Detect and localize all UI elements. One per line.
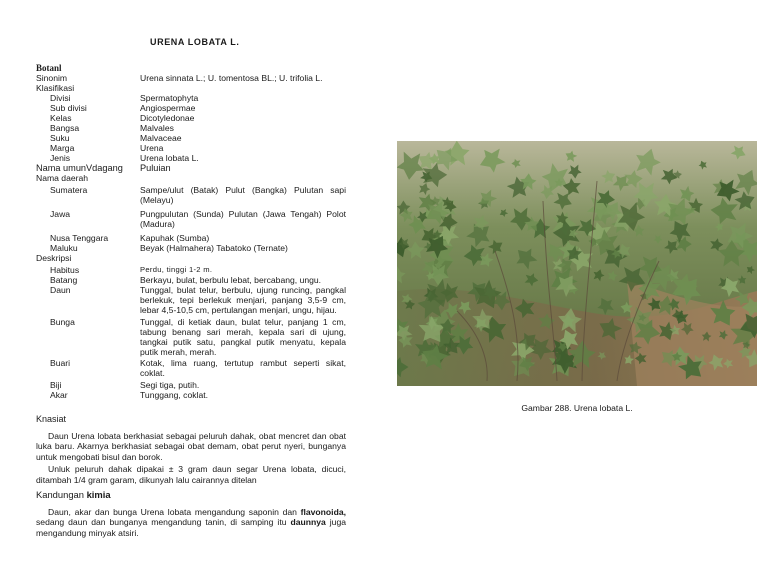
deskripsi-text: Berkayu, bulat, berbulu lebat, bercabang, ungu. [140,275,322,285]
kandungan-text-flavonoida: flavonoida, [300,506,346,517]
klasifikasi-label-item: Jenis [50,153,71,163]
deskripsi-row [36,358,348,380]
deskripsi-part: Batang [50,275,78,285]
nama-daerah-names: Beyak (Halmahera) Tabatoko (Ternate) [140,243,288,253]
sinonim-label: Sinonim [36,73,68,83]
nama-umum-row [36,163,348,173]
khasiat-paragraph-2: Unluk peluruh dahak dipakai ± 3 gram daun segar Urena lobata, dicuci, ditambah 1/4 gram garam, dikunyah lalu cairannya ditelan [36,464,346,485]
nama-daerah-row [36,243,348,253]
deskripsi-row [36,317,348,358]
deskripsi-part: Daun [50,285,71,295]
deskripsi-row [36,265,348,275]
kandungan-heading [36,490,346,501]
deskripsi-part: Habitus [50,265,80,275]
klasifikasi-row [36,93,348,103]
sinonim-row [36,73,348,83]
deskripsi-row [36,275,348,285]
deskripsi-part: Biji [50,380,62,390]
klasifikasi-label-item: Sub divisi [50,103,87,113]
nama-umum-value: Puluian [140,163,171,173]
page-title: URENA LOBATA L. [150,37,240,47]
deskripsi-list [36,265,348,400]
klasifikasi-row [36,143,348,153]
kandungan-paragraph [36,507,346,539]
klasifikasi-value-item: Spermatophyta [140,93,199,103]
kandungan-text-a: Daun, akar dan bunga Urena lobata mengandung saponin dan [48,506,301,517]
khasiat-heading: Knasiat [36,414,67,424]
klasifikasi-label-item: Bangsa [50,123,80,133]
urena-lobata-photo-illustration [397,141,757,386]
botani-section [36,63,348,400]
nama-daerah-names: Sampe/ulut (Batak) Pulut (Bangka) Pulutan sapi (Melayu) [140,185,346,205]
kandungan-section [36,490,346,538]
plant-photo [397,141,757,386]
kandungan-heading-bold: kimia [86,489,111,500]
klasifikasi-row [36,113,348,123]
nama-daerah-list [36,185,348,253]
nama-daerah-row [36,233,348,243]
deskripsi-text: Perdu, tinggi 1-2 m. [140,265,213,274]
deskripsi-row [36,380,348,390]
klasifikasi-row [36,153,348,163]
klasifikasi-label-item: Marga [50,143,75,153]
nama-daerah-region: Jawa [50,209,71,219]
photo-caption: Gambar 288. Urena lobata L. [521,403,633,413]
klasifikasi-row [36,133,348,143]
klasifikasi-row [36,103,348,113]
nama-umum-label: Nama umunVdagang [36,163,123,173]
kandungan-text-e: juga mengandung minyak atsiri. [36,517,346,538]
deskripsi-text: Segi tiga, putih. [140,380,200,390]
nama-daerah-region: Maluku [50,243,78,253]
klasifikasi-label-item: Suku [50,133,70,143]
sinonim-value: Urena sinnata L.; U. tomentosa BL.; U. trifolia L. [140,73,323,83]
klasifikasi-value-item: Urena [140,143,164,153]
deskripsi-part: Buari [50,358,71,368]
klasifikasi-value-item: Malvaceae [140,133,182,143]
klasifikasi-row [36,123,348,133]
klasifikasi-value-item: Dicotyledonae [140,113,195,123]
nama-daerah-label: Nama daerah [36,173,89,183]
nama-daerah-region: Sumatera [50,185,88,195]
nama-daerah-names: Kapuhak (Sumba) [140,233,210,243]
nama-daerah-row [36,185,348,207]
deskripsi-text: Tunggang, coklat. [140,390,208,400]
nama-daerah-names: Pungpulutan (Sunda) Pulutan (Jawa Tengah) Polot (Madura) [140,209,346,229]
kandungan-text-daunnya: daunnya [290,517,326,527]
deskripsi-row [36,390,348,400]
klasifikasi-value-item: Angiospermae [140,103,196,113]
deskripsi-text: Tunggal, bulat telur, berbulu, ujung runcing, pangkal berlekuk, tepi berlekuk menjari, panjang 3,5-9 cm, lebar 4,5-10,5 cm, pertulangan menjari, ungu, hijau. [140,285,346,315]
klasifikasi-value-item: Urena lobata L. [140,153,199,163]
deskripsi-part: Akar [50,390,68,400]
deskripsi-part: Bunga [50,317,75,327]
klasifikasi-list [36,93,348,163]
nama-daerah-row [36,209,348,231]
deskripsi-text: Kotak, lima ruang, tertutup rambut seperti sikat, coklat. [140,358,346,378]
nama-daerah-region: Nusa Tenggara [50,233,109,243]
klasifikasi-label-item: Kelas [50,113,72,123]
kandungan-heading-plain: Kandungan [36,489,87,500]
klasifikasi-label: Klasifikasi [36,83,75,93]
deskripsi-label: Deskripsi [36,253,72,263]
klasifikasi-label-item: Divisi [50,93,71,103]
kandungan-text-c: sedang daun dan bunganya mengandung tanin, di samping itu [36,517,291,527]
botani-heading: Botanl [36,63,62,73]
deskripsi-row [36,285,348,317]
khasiat-paragraph-1: Daun Urena lobata berkhasiat sebagai peluruh dahak, obat mencret dan obat luka baru. Akarnya berkhasiat sebagai obat demam, obat perut nyeri, bunganya untuk mengobati bisul dan borok. [36,430,346,462]
khasiat-section [36,414,346,485]
klasifikasi-value-item: Malvales [140,123,174,133]
deskripsi-text: Tunggal, di ketiak daun, bulat telur, panjang 1 cm, tabung benang sari merah, kepala sari di ujung, tangkai putik satu, pangkal putik menyatu, kepala putik merah, merah. [140,317,346,357]
